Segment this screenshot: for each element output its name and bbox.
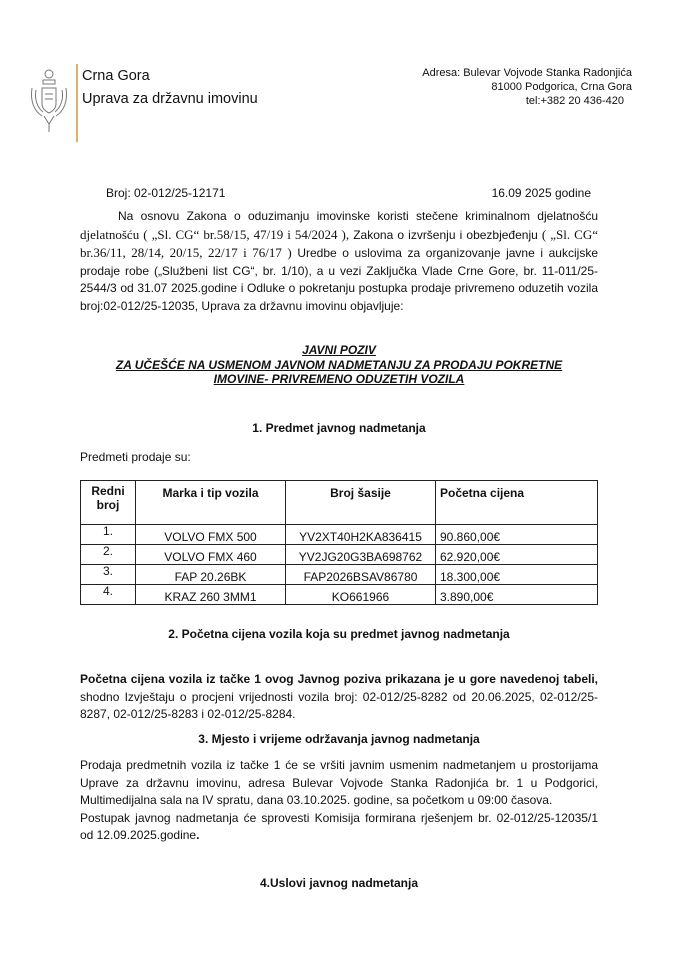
table-row [81,525,598,545]
vehicles-table [80,480,598,605]
table-row [81,565,598,585]
section-3-text: Postupak javnog nadmetanja će sprovesti Komisija formirana rješenjem br. 02-012/25-12035/1 od 12.09.2025.godine [80,810,598,842]
cell-price: 18.300,00€ [436,565,598,585]
document-number: Broj: 02-012/25-12171 [106,186,226,200]
section-2-text: shodno Izvještaju o procjeni vrijednosti vozila broj: 02-012/25-8282 od 20.06.2025, 02-012/25-8287, 02-012/25-8283 i 02-012/25-8284. [80,689,598,721]
section-3-heading: 3. Mjesto i vrijeme održavanja javnog nadmetanja [198,732,480,746]
section-3-text: Prodaja predmetnih vozila iz tačke 1 će se vršiti javnim usmenim nadmetanjem u prostorijama Uprave za državnu imovinu, adresa Bulevar Vojvode Stanka Radonjića br. 1 u Podgorici, Multimedijalna sala na IV spratu, dana 03.10.2025. godine, sa početkom u 09:00 časova. [80,758,598,807]
cell-number: 2. [81,545,136,565]
column-header: Početna cijena [436,481,598,525]
table-row [81,545,598,565]
intro-text: Zakona o izvršenju i obezbjeđenju [349,227,542,242]
country-name: Crna Gora [82,68,150,84]
column-header: Marka i tip vozila [136,481,286,525]
intro-law-ref: ( „Sl. CG“ br.36/11, 28/14, 20/15, 22/17 i 76/17 ) [80,226,598,260]
cell-number: 1. [81,525,136,545]
cell-chassis: KO661966 [286,585,436,605]
intro-paragraph [80,208,598,315]
organization-name: Uprava za državnu imovinu [82,91,258,107]
coat-of-arms-icon [28,66,70,136]
cell-chassis: YV2XT40H2KA836415 [286,525,436,545]
title-line: ZA UČEŠĆE NA USMENOM JAVNOM NADMETANJU ZA PRODAJU POKRETNE [115,357,563,372]
intro-text: Uredbe o uslovima za organizovanje javne i aukcijske prodaje robe („Službeni list CG“, br. 1/10), a u vezi Zaključka Vlade Crne Gore, br. 11-011/25-2544/3 od 31.07 2025.godine i Odluke o pokretanju postupka prodaje privremeno oduzetih vozila broj:02-012/25-12035, Uprava za državnu imovinu objavljuje: [80,246,598,313]
column-header: Broj šasije [286,481,436,525]
section-4-heading: 4.Uslovi javnog nadmetanja [259,876,419,890]
address-line: 81000 Podgorica, Crna Gora [491,81,632,93]
title-line: IMOVINE- PRIVREMENO ODUZETIH VOZILA [213,372,465,386]
cell-chassis: YV2JG20G3BA698762 [286,545,436,565]
intro-text: Na osnovu Zakona o oduzimanju imovinske koristi stečene kriminalnom djelatnošću [118,209,598,223]
cell-vehicle: KRAZ 260 3MM1 [136,585,286,605]
section-1-heading: 1. Predmet javnog nadmetanja [252,421,426,435]
section-2-paragraph [80,671,598,724]
title-line: JAVNI POZIV [302,343,376,357]
cell-price: 62.920,00€ [436,545,598,565]
address-block [422,66,632,108]
section-2-heading: 2. Početna cijena vozila koja su predmet javnog nadmetanja [168,627,510,641]
address-line: Adresa: Bulevar Vojvode Stanka Radonjića [422,67,632,79]
cell-chassis: FAP2026BSAV86780 [286,565,436,585]
cell-number: 3. [81,565,136,585]
section-3-paragraph [80,757,598,845]
cell-price: 3.890,00€ [436,585,598,605]
cell-number: 4. [81,585,136,605]
document-title [80,343,598,387]
cell-price: 90.860,00€ [436,525,598,545]
section-1-lead: Predmeti prodaje su: [80,450,191,464]
table-header-row [81,481,598,525]
cell-vehicle: FAP 20.26BK [136,565,286,585]
column-header: Redni broj [81,481,136,525]
cell-vehicle: VOLVO FMX 460 [136,545,286,565]
section-3-text-end: . [196,828,200,842]
intro-law-ref: djelatnošću ( „Sl. CG“ br.58/15, 47/19 i 54/2024 ), [80,226,350,242]
document-date: 16.09 2025 godine [491,186,591,200]
header-divider [76,64,78,142]
cell-vehicle: VOLVO FMX 500 [136,525,286,545]
table-row [81,585,598,605]
section-2-bold-text: Početna cijena vozila iz tačke 1 ovog Javnog poziva prikazana je u gore navedenoj tabeli, [80,672,598,686]
phone-line: tel:+382 20 436-420 [525,95,624,107]
